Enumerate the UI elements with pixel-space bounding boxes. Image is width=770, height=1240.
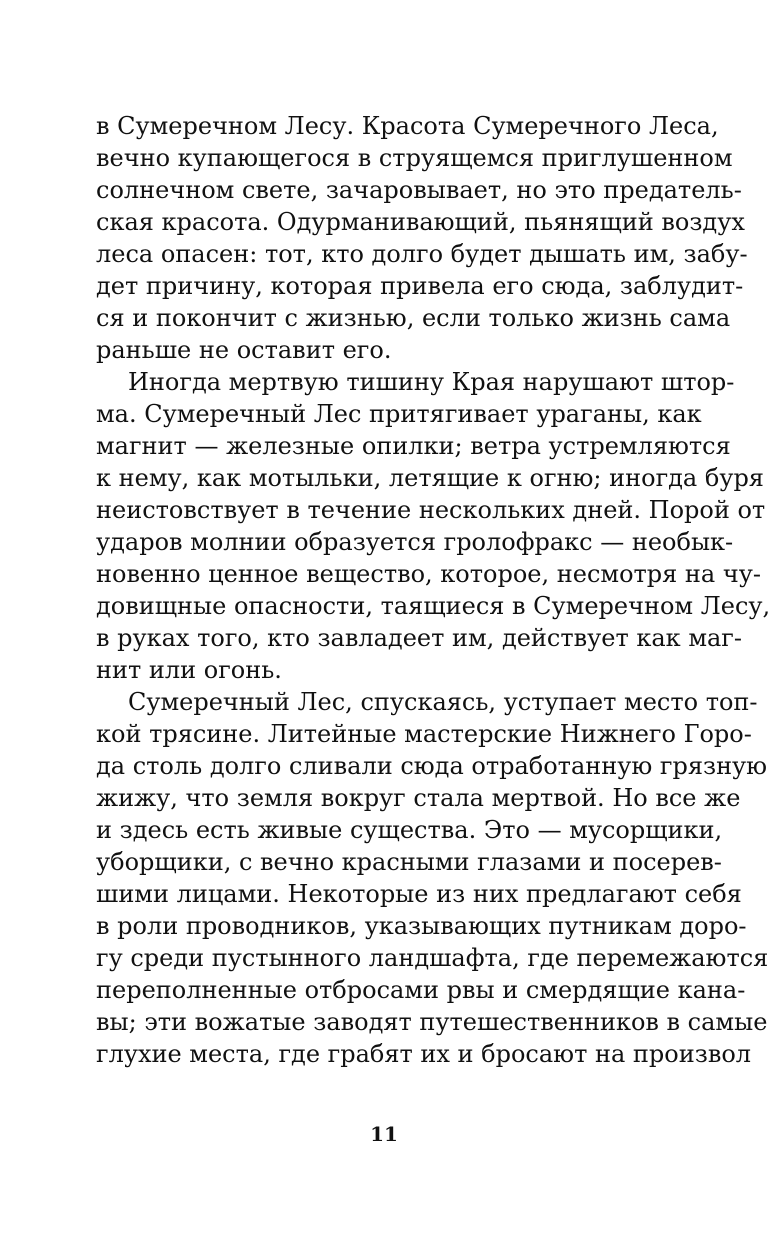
text-line: Сумеречный Лес, спускаясь, уступает место топ- (128, 688, 758, 716)
text-line: и здесь есть живые существа. Это — мусорщики, (96, 816, 723, 844)
text-line: дет причину, которая привела его сюда, заблудит- (96, 272, 744, 300)
text-line: уборщики, с вечно красными глазами и посерев- (96, 848, 722, 876)
text-line: глухие места, где грабят их и бросают на произвол (96, 1040, 752, 1068)
text-line: к нему, как мотыльки, летящие к огню; иногда буря (96, 464, 764, 492)
page-number: 11 (370, 1122, 398, 1146)
text-line: ма. Сумеречный Лес притягивает ураганы, как (96, 400, 702, 428)
text-line: солнечном свете, зачаровывает, но это предатель- (96, 176, 742, 204)
text-line: переполненные отбросами рвы и смердящие кана- (96, 976, 746, 1004)
text-line: Иногда мертвую тишину Края нарушают штор- (128, 368, 735, 396)
text-line: ся и покончит с жизнью, если только жизнь сама (96, 304, 731, 332)
text-line: да столь долго сливали сюда отработанную грязную (96, 752, 768, 780)
text-line: вечно купающегося в струящемся приглушенном (96, 144, 733, 172)
text-line: вы; эти вожатые заводят путешественников в самые (96, 1008, 768, 1036)
text-line: магнит — железные опилки; ветра устремляются (96, 432, 731, 460)
body-text (96, 110, 770, 1070)
text-line: ударов молнии образуется гролофракс — необык- (96, 528, 734, 556)
text-line: довищные опасности, таящиеся в Сумеречном Лесу, (96, 592, 770, 620)
text-line: неистовствует в течение нескольких дней. Порой от (96, 496, 766, 524)
text-line: в руках того, кто завладеет им, действует как маг- (96, 624, 742, 652)
text-line: гу среди пустынного ландшафта, где перемежаются (96, 944, 769, 972)
text-line: новенно ценное вещество, которое, несмотря на чу- (96, 560, 761, 588)
text-line: жижу, что земля вокруг стала мертвой. Но все же (96, 784, 741, 812)
text-line: шими лицами. Некоторые из них предлагают себя (96, 880, 742, 908)
text-line: леса опасен: тот, кто долго будет дышать им, забу- (96, 240, 748, 268)
text-line: в Сумеречном Лесу. Красота Сумеречного Леса, (96, 112, 719, 140)
text-line: нит или огонь. (96, 656, 282, 684)
text-line: ская красота. Одурманивающий, пьянящий воздух (96, 208, 745, 236)
text-line: раньше не оставит его. (96, 336, 392, 364)
text-line: в роли проводников, указывающих путникам доро- (96, 912, 747, 940)
text-line: кой трясине. Литейные мастерские Нижнего Горо- (96, 720, 752, 748)
